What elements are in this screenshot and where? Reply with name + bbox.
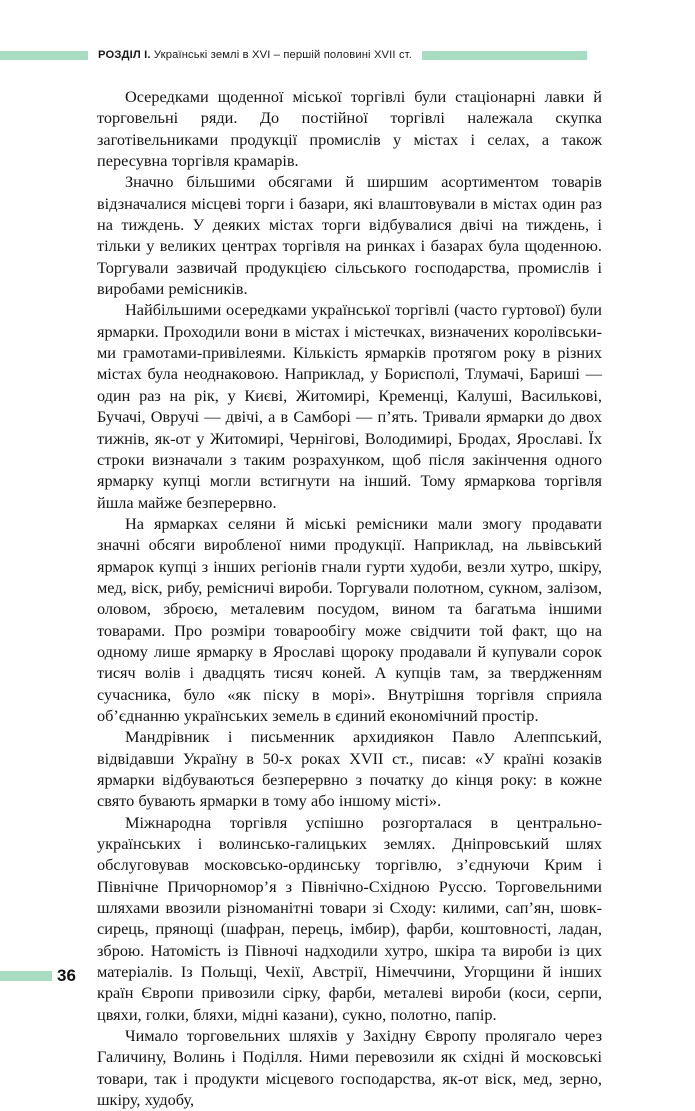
running-header xyxy=(0,44,695,66)
header-rule-left xyxy=(0,51,88,60)
paragraph: Мандрівник і письменник архидиякон Павло Алеппський, відвідавши Україну в 50-х роках XVII ст., писав: «У країні козаків ярмарки відбуваються безперервно з початку до кінця року: в кожне свято бувають ярмарки в тому або іншому місті». xyxy=(97,727,602,811)
body-text-column xyxy=(97,86,602,1111)
page-footer xyxy=(0,963,220,989)
paragraph: Найбільшими осередками української торгівлі (часто гуртової) були ярмарки. Проходили вони в містах і містечках, визначених королівськими грамотами-привілеями. Кількість ярмарків протягом року в різних містах була неоднаковою. Наприклад, у Борисполі, Тлумачі, Бариші — один раз на рік, у Києві, Житомирі, Кременці, Калуші, Василькові, Бучачі, Овручі — двічі, а в Самборі — п’ять. Тривали ярмарки до двох тижнів, як-от у Житомирі, Чернігові, Володимирі, Бродах, Ярославі. Їх строки визначали з таким розрахунком, щоб після закінчення одного ярмарку купці могли встигнути на інший. Тому ярмаркова торгівля йшла майже безперервно. xyxy=(97,300,602,512)
folio-rule xyxy=(0,971,52,981)
paragraph: На ярмарках селяни й міські ремісники мали змогу продавати значні обсяги виробленої ними продукції. Наприклад, на львівський ярмарок купці з інших регіонів гнали гурти худоби, везли хутро, шкіру, мед, віск, рибу, ремісничі вироби. Торгували полотном, сукном, залізом, оловом, зброєю, металевим посудом, вином та багатьма іншими товарами. Про розміри товарообігу може свідчити той факт, що на одному лише ярмарку в Ярославі щороку продавали й купували сорок тисяч волів і двадцять тисяч коней. А купців там, за твердженням сучасника, було «як піску в морі». Внутрішня торгівля сприяла об’єднанню українських земель в єдиний економічний простір. xyxy=(97,513,602,725)
paragraph: Значно більшими обсягами й ширшим асортиментом товарів відзначалися місцеві торги і базари, які влаштовували в містах один раз на тиждень. У деяких містах торги відбувалися двічі на тиждень, і тільки у великих центрах торгівля на ринках і базарах була щоденною. Торгували зазвичай продукцією сільського господарства, промислів і виробами ремісників. xyxy=(97,172,602,299)
paragraph: Чимало торговельних шляхів у Західну Європу пролягало через Галичину, Волинь і Поділля. Ними перевозили як східні й московські товари, так і продукти місцевого господарства, як-от віск, мед, зерно, шкіру, худобу, xyxy=(97,1026,602,1110)
header-title xyxy=(98,49,412,61)
chapter-title-text: Українські землі в XVI – першій половині XVII ст. xyxy=(150,49,412,61)
page-number: 36 xyxy=(57,966,76,985)
paragraph: Осередками щоденної міської торгівлі були стаціонарні лавки й торговельні ряди. До постійної торгівлі належала скупка заготівельниками продукції промислів у містах і селах, а також пересувна торгівля крамарів. xyxy=(97,87,602,171)
chapter-label: РОЗДІЛ I. xyxy=(98,49,151,61)
paragraph: Міжнародна торгівля успішно розгорталася в центрально-українських і волинсько-галицьких землях. Дніпровський шлях обслуговував московсько-ординську торгівлю, з’єднуючи Крим і Північне Причорномор’я з Північно-Східною Руссю. Торговельними шляхами ввозили різноманітні товари зі Сходу: килими, сап’ян, шовк-сирець, прянощі (шафран, перець, імбир), фарби, коштовності, ладан, зброю. Натомість із Півночі надходили хутро, шкіра та вироби із цих матеріалів. Із Польщі, Чехії, Австрії, Німеччини, Угорщини й інших країн Європи привозили сірку, фарби, металеві вироби (коси, серпи, цвяхи, голки, бляхи, мідні казани), сукно, полотно, папір. xyxy=(97,812,602,1024)
header-rule-right xyxy=(422,51,587,60)
